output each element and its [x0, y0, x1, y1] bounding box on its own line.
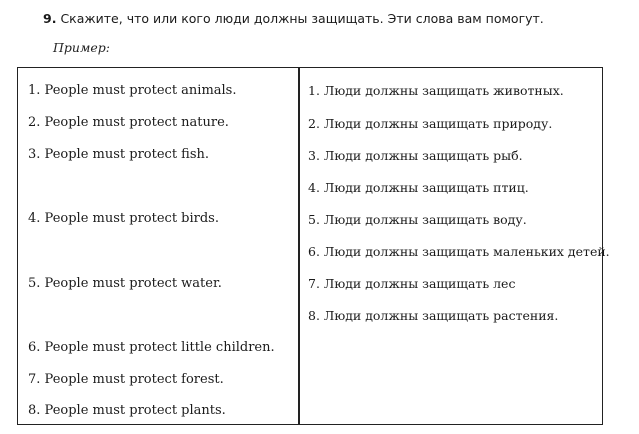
english-sentence-6: 6. People must protect little children.	[28, 340, 275, 355]
english-sentence-1: 1. People must protect animals.	[28, 83, 237, 98]
column-divider	[298, 67, 300, 425]
english-sentence-2: 2. People must protect nature.	[28, 115, 229, 130]
english-sentence-7: 7. People must protect forest.	[28, 372, 224, 387]
russian-sentence-8: 8. Люди должны защищать растения.	[308, 308, 559, 323]
task-number: 9.	[43, 11, 57, 26]
task-heading	[43, 11, 544, 26]
russian-sentence-4: 4. Люди должны защищать птиц.	[308, 180, 529, 195]
english-sentence-4: 4. People must protect birds.	[28, 211, 219, 226]
russian-sentence-1: 1. Люди должны защищать животных.	[308, 83, 564, 98]
task-text: Скажите, что или кого люди должны защищать. Эти слова вам помогут.	[60, 11, 544, 26]
english-sentence-3: 3. People must protect fish.	[28, 147, 210, 162]
english-sentence-8: 8. People must protect plants.	[28, 403, 226, 418]
russian-sentence-5: 5. Люди должны защищать воду.	[308, 212, 527, 227]
russian-sentence-7: 7. Люди должны защищать лес	[308, 276, 516, 291]
english-sentence-5: 5. People must protect water.	[28, 276, 222, 291]
russian-sentence-2: 2. Люди должны защищать природу.	[308, 116, 553, 131]
russian-sentence-6: 6. Люди должны защищать маленьких детей.	[308, 244, 610, 259]
example-label: Пример:	[53, 40, 110, 55]
russian-sentence-3: 3. Люди должны защищать рыб.	[308, 148, 523, 163]
